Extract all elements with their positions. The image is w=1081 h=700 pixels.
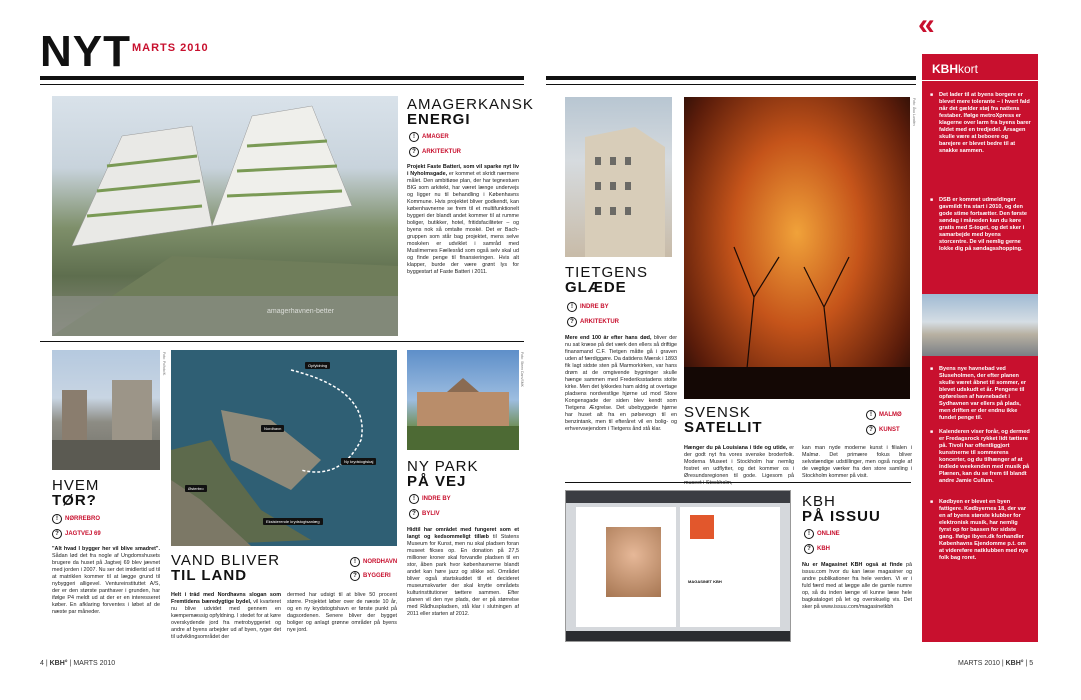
question-icon: ?: [567, 317, 577, 327]
header-rule-thin: [40, 84, 524, 85]
issuu-title: KBH PÅ ISSUU: [802, 493, 881, 525]
portrait-face: [606, 527, 661, 597]
header-rule: [40, 76, 524, 80]
map-label-krydstogtskaj: Ny krydstogtskaj: [341, 458, 376, 465]
footer-left: 4 | KBH° | MARTS 2010: [40, 660, 116, 667]
vand-title: VAND BLIVER TIL LAND: [171, 552, 281, 584]
question-icon: ?: [866, 425, 876, 435]
sidebar-item: ■ Kødbyen er blevet en byen fattigere. Kødbyernes 18, der var en af byens største klubber for elektronisk musik, har nemlig fyrst op for bassen for sidste gang. Ifølge ibyen.dk forhandler Københavns Ejendomme p.t. om at videreføre natklubben med nye folk bag roret.: [931, 499, 1031, 562]
hvem-body: "Alt hvad I bygger her vil blive smadret". Sådan lød det fra nogle af Ungdomshusets brugere da huset på Jagtvej 69 blev jævnet med jorden i 2007. Nu ser det imidlertid ud til at matriklen kommer til at lægge grund til nybyggeri alligevel. Ventureinstituttet A/S, der er den største panthaver i grunden, har ifølge P4 meldt ud at der er en interesseret køber. En afklaring forventes i løbet af de næste par måneder.: [52, 546, 160, 615]
issuu-screenshot: [565, 490, 791, 642]
issuu-toolbar: [566, 491, 791, 503]
vand-body-col2: dermed har udsigt til at blive 50 procent større. Projektet løber over de næste 10 år, og en ny krydstogtshavn er første punkt på dagsordenen. Senere bliver der bygget boliger og anlagt grønne områder på byens nye jord.: [287, 592, 397, 633]
nordhavn-map: [171, 350, 397, 546]
hvem-tag-location: ! NØRREBRO: [52, 514, 100, 524]
park-tag-location: ! INDRE BY: [409, 494, 451, 504]
location-icon: !: [409, 132, 419, 142]
park-title: NY PARK PÅ VEJ: [407, 458, 479, 490]
hvem-credit: Foto: Polfoto/K.: [162, 352, 166, 377]
amager-tag-category: ? ARKITEKTUR: [409, 147, 461, 157]
hvem-tag-address: ? JAGTVEJ 69: [52, 529, 101, 539]
footer-right: MARTS 2010 | KBH° | 5: [958, 660, 1034, 667]
divider: [40, 341, 524, 342]
svensk-tag-category: ? KUNST: [866, 425, 900, 435]
vand-tag-location: ! NORDHAVN: [350, 557, 397, 567]
svensk-tag-location: ! MALMØ: [866, 410, 902, 420]
issuu-heading: MAGASINET KBH: [688, 579, 722, 584]
hvem-image: [52, 350, 160, 470]
sidebar-title: KBHkort: [932, 62, 979, 76]
location-icon: !: [567, 302, 577, 312]
park-tag-category: ? BYLIV: [409, 509, 440, 519]
vand-tag-category: ? BYGGERI: [350, 571, 391, 581]
page-title: NYT: [40, 27, 131, 76]
location-icon: !: [52, 514, 62, 524]
amager-tag-location: ! AMAGER: [409, 132, 449, 142]
tietgen-building-image: [565, 97, 672, 257]
question-icon: ?: [52, 529, 62, 539]
vand-body-col1: Helt i tråd med Nordhavns slogan som Fremtidens bæredygtige bydel, vil kvarteret nu blive udvidet med gennem en kæmpemæssig opfyldning. I stedet for at køre overskydende jord fra metrobyggeriet og andre af byens arbejder ud af byen, ryger det til udviklingsområdet der: [171, 592, 281, 640]
location-icon: !: [350, 557, 360, 567]
header-rule-right: [546, 76, 916, 80]
question-icon: ?: [409, 147, 419, 157]
issuu-page-right: [680, 507, 780, 627]
park-credit: Foto: Steen Dam/SMK: [520, 352, 524, 388]
chevron-icon: «: [918, 8, 935, 41]
svensk-body-col2: kan man nyde moderne kunst i filialen i Malmø. Det primære fokus bliver selvstændige udstillinger, men også nogle af de vægtige værker fra den store samling i Stockholm kommer på visit.: [802, 445, 912, 479]
amager-body: Projekt Faste Batteri, som vil sparke nyt liv i Nyholmsgade, er kommet et skridt nærmere målet. Den ambitiøse plan, der har tegnestuen BIG som arkitekt, har været længe undervejs og ligger nu til behandling i Københavns Kommune. Hvis projektet bliver godkendt, kan københavnerne se frem til et multifunktionelt byggeri der blandt andet kommer til at rumme boliger, butikker, hotel, fritidsfaciliteter – og byens nok så omtalte moské. Det er Bach-gruppen som står bag projektet, mens selve moskéen er udviklet i samråd med Muslimernes Fællesråd som også selv skal ud og finde penge til finansieringen. Hvis alt klapper, burde der være grønt lys for byggestart af Faste Batteri i 2011.: [407, 164, 519, 275]
sidebar-harbour-image: [922, 294, 1038, 356]
question-icon: ?: [350, 571, 360, 581]
header-rule-right-thin: [546, 84, 916, 85]
map-label-osterbro: Østerbro: [185, 485, 207, 492]
location-icon: !: [866, 410, 876, 420]
question-icon: ?: [804, 544, 814, 554]
svensk-title: SVENSK SATELLIT: [684, 404, 763, 436]
sidebar-item: ■ Det lader til at byens borgere er blevet mere tolerante – i hvert fald når det gælder støj fra nattens festaber. Ifølge metroXpress er klagerne over larm fra byens barer faldet med en tredjedel. Årsagen skulle være at beboere og barejere er blevet bedre til at snakke sammen.: [931, 92, 1031, 155]
svensk-museum-image: [684, 97, 910, 399]
issuu-thumbstrip: [566, 631, 791, 642]
sidebar-item: ■ Kalenderen viser forår, og dermed er Fredagsrock rykket lidt tættere på. Tivoli har offentliggjort kunstnerne til sommerens koncerter, og du tilhænger af at indlede weekenden med musik på Plænen, kan du se frem til blandt andre Jamie Cullum.: [931, 429, 1031, 485]
map-label-eksisterende: Eksisterende krydstogtsanlæg: [263, 518, 323, 525]
sidebar-item: ■ Byens nye havnebad ved Sluseholmen, der efter planen skulle været åbnet til sommer, er blevet udskudt et år. Pengene til opførelsen af havnebadet i Sydhavnen var ellers på plads, men driften er der endnu ikke fundet penge til.: [931, 366, 1031, 422]
tietgen-tag-location: ! INDRE BY: [567, 302, 609, 312]
amager-building-image: [52, 96, 398, 336]
question-icon: ?: [409, 509, 419, 519]
svensk-credit: Foto: Åsa Lundén: [912, 98, 916, 126]
park-museum-image: [407, 350, 519, 450]
issuu-orange-block: [690, 515, 714, 539]
divider: [565, 482, 911, 483]
hvem-title: HVEM TØR?: [52, 477, 100, 509]
amager-title: AMAGERKANSK ENERGI: [407, 96, 534, 128]
page-subtitle: MARTS 2010: [132, 42, 209, 54]
issuu-tag-category: ! ONLINE: [804, 529, 840, 539]
tietgen-title: TIETGENS GLÆDE: [565, 264, 649, 296]
svensk-body-col1: Hænger du på Louisiana i tide og utide, er der godt nyt fra vores svenske broderfolk. Moderna Museet i Stockholm har nemlig fostret en udflytter, og det kommer os i Øresundsregionen til gode. Ligesom på: [684, 445, 794, 479]
tietgen-tag-category: ? ARKITEKTUR: [567, 317, 619, 327]
issuu-tag-location: ? KBH: [804, 544, 830, 554]
location-icon: !: [409, 494, 419, 504]
map-label-opfyldning: Opfyldning: [305, 362, 330, 369]
sidebar-item: ■ DSB er kommet udmeldinger gavmildt fra start i 2010, og den gode stime fortsætter. Den første søndag i måneden kan du køre gratis med S-toget, og det sker i samarbejde med byens storcentre. De vil nemlig gerne lokke dig på søndagsshopping.: [931, 197, 1031, 253]
tietgen-body: Mere end 100 år efter hans død, bliver der nu sat kræse på det værk den ellers så driftige finansmand C.F. Tietgen måtte gå i graven uden af færdiggøre. Da datidens Mærsk i 1893 fik lagt sidste sten på Marmorkirken, var hans drøm at de omgivende bygninger skulle hænge sammen med Frederiksstadens stolte kirke. Men det lykkedes ham aldrig at overtage pladsens nordvestlige hjørne ud mod Store Kongensgade der siden blev kendt som Tietgens Ærgrelse. Det ubebyggede hjørne har huset alt fra en pølsevogn til en benzintank, men til efteråret vil en bolig- og erhvervsejendom i Tietgens ånd stå klar.: [565, 335, 677, 432]
location-icon: !: [804, 529, 814, 539]
building-illustration: [52, 96, 398, 336]
park-body: Hidtil har området med fungeret som et langt og kedsommeligt tillæb til Statens Museum for Kunst, men nu skal pladsen foran museet fikses op. En donation på 27,5 millioner kroner skal forvandle pladsen til en stor, åben park hvor københavnerne blandt andet kan høre jazz og slikke sol. Området bliver også startskuddet til et decideret museumskvarter der skal knytte områdets kulturinstitutioner tættere sammen. Efter planen vil den nye plads, der er på størrelse med Rådhuspladsen, stå klar i slutningen af 2011 eller starten af 2012.: [407, 527, 519, 617]
image-caption: amagerhavnen-better: [267, 308, 334, 315]
issuu-page-left: [576, 507, 676, 627]
map-label-nordhavn: Nordhavn: [261, 425, 284, 432]
issuu-body: Nu er Magasinet KBH også at finde på issuu.com hvor du kan læse magasiner og andre publikationer fra hele verden. Vi er i fuld færd med at lægge alle de gamle numre op, så du inden længe vil kunne læse hele bagkataloget på let og overskuelig vis. Det sker på www.issuu.com/magasinetkbh: [802, 562, 912, 610]
kbh-kort-sidebar: [922, 54, 1038, 642]
